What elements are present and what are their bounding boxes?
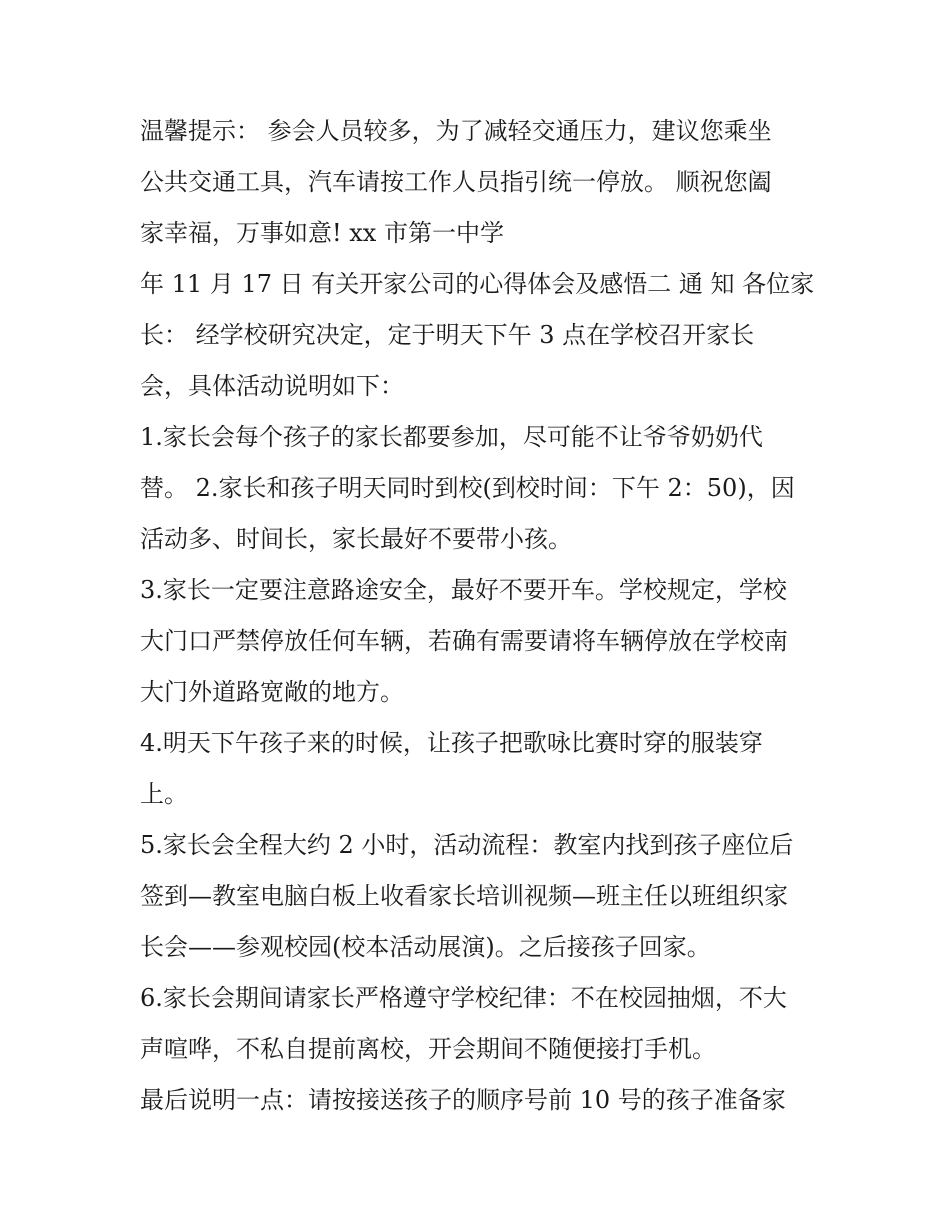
text-line: 最后说明一点：请按接送孩子的顺序号前 10 号的孩子准备家: [140, 1086, 786, 1114]
text-line: 4.明天下午孩子来的时候，让孩子把歌咏比赛时穿的服装穿: [140, 729, 763, 757]
text-line: 签到—教室电脑白板上收看家长培训视频—班主任以班组织家: [140, 882, 788, 910]
text-line: 公共交通工具，汽车请按工作人员指引统一停放。 顺祝您阖: [140, 168, 772, 196]
text-line: 会，具体活动说明如下：: [140, 372, 404, 400]
text-line: 长会——参观校园(校本活动展演)。之后接孩子回家。: [140, 933, 711, 961]
text-line: 长： 经学校研究决定，定于明天下午 3 点在学校召开家长: [140, 321, 755, 349]
text-line: 大门外道路宽敞的地方。: [140, 678, 404, 706]
text-line: 家幸福，万事如意! xx 市第一中学: [140, 219, 504, 247]
text-line: 年 11 月 17 日 有关开家公司的心得体会及感悟二 通 知 各位家: [140, 270, 815, 298]
text-line: 声喧哗，不私自提前离校，开会期间不随便接打手机。: [140, 1035, 716, 1063]
text-line: 上。: [140, 780, 188, 808]
text-line: 活动多、时间长，家长最好不要带小孩。: [140, 525, 572, 553]
text-line: 6.家长会期间请家长严格遵守学校纪律：不在校园抽烟，不大: [140, 984, 787, 1012]
text-line: 5.家长会全程大约 2 小时，活动流程：教室内找到孩子座位后: [140, 831, 794, 859]
document-body: [140, 106, 820, 1126]
text-line: 大门口严禁停放任何车辆，若确有需要请将车辆停放在学校南: [140, 627, 788, 655]
text-line: 温馨提示： 参会人员较多，为了减轻交通压力，建议您乘坐: [140, 117, 772, 145]
text-line: 1.家长会每个孩子的家长都要参加，尽可能不让爷爷奶奶代: [140, 423, 763, 451]
text-line: 3.家长一定要注意路途安全，最好不要开车。学校规定，学校: [140, 576, 787, 604]
text-line: 替。 2.家长和孩子明天同时到校(到校时间：下午 2：50)，因: [140, 474, 795, 502]
